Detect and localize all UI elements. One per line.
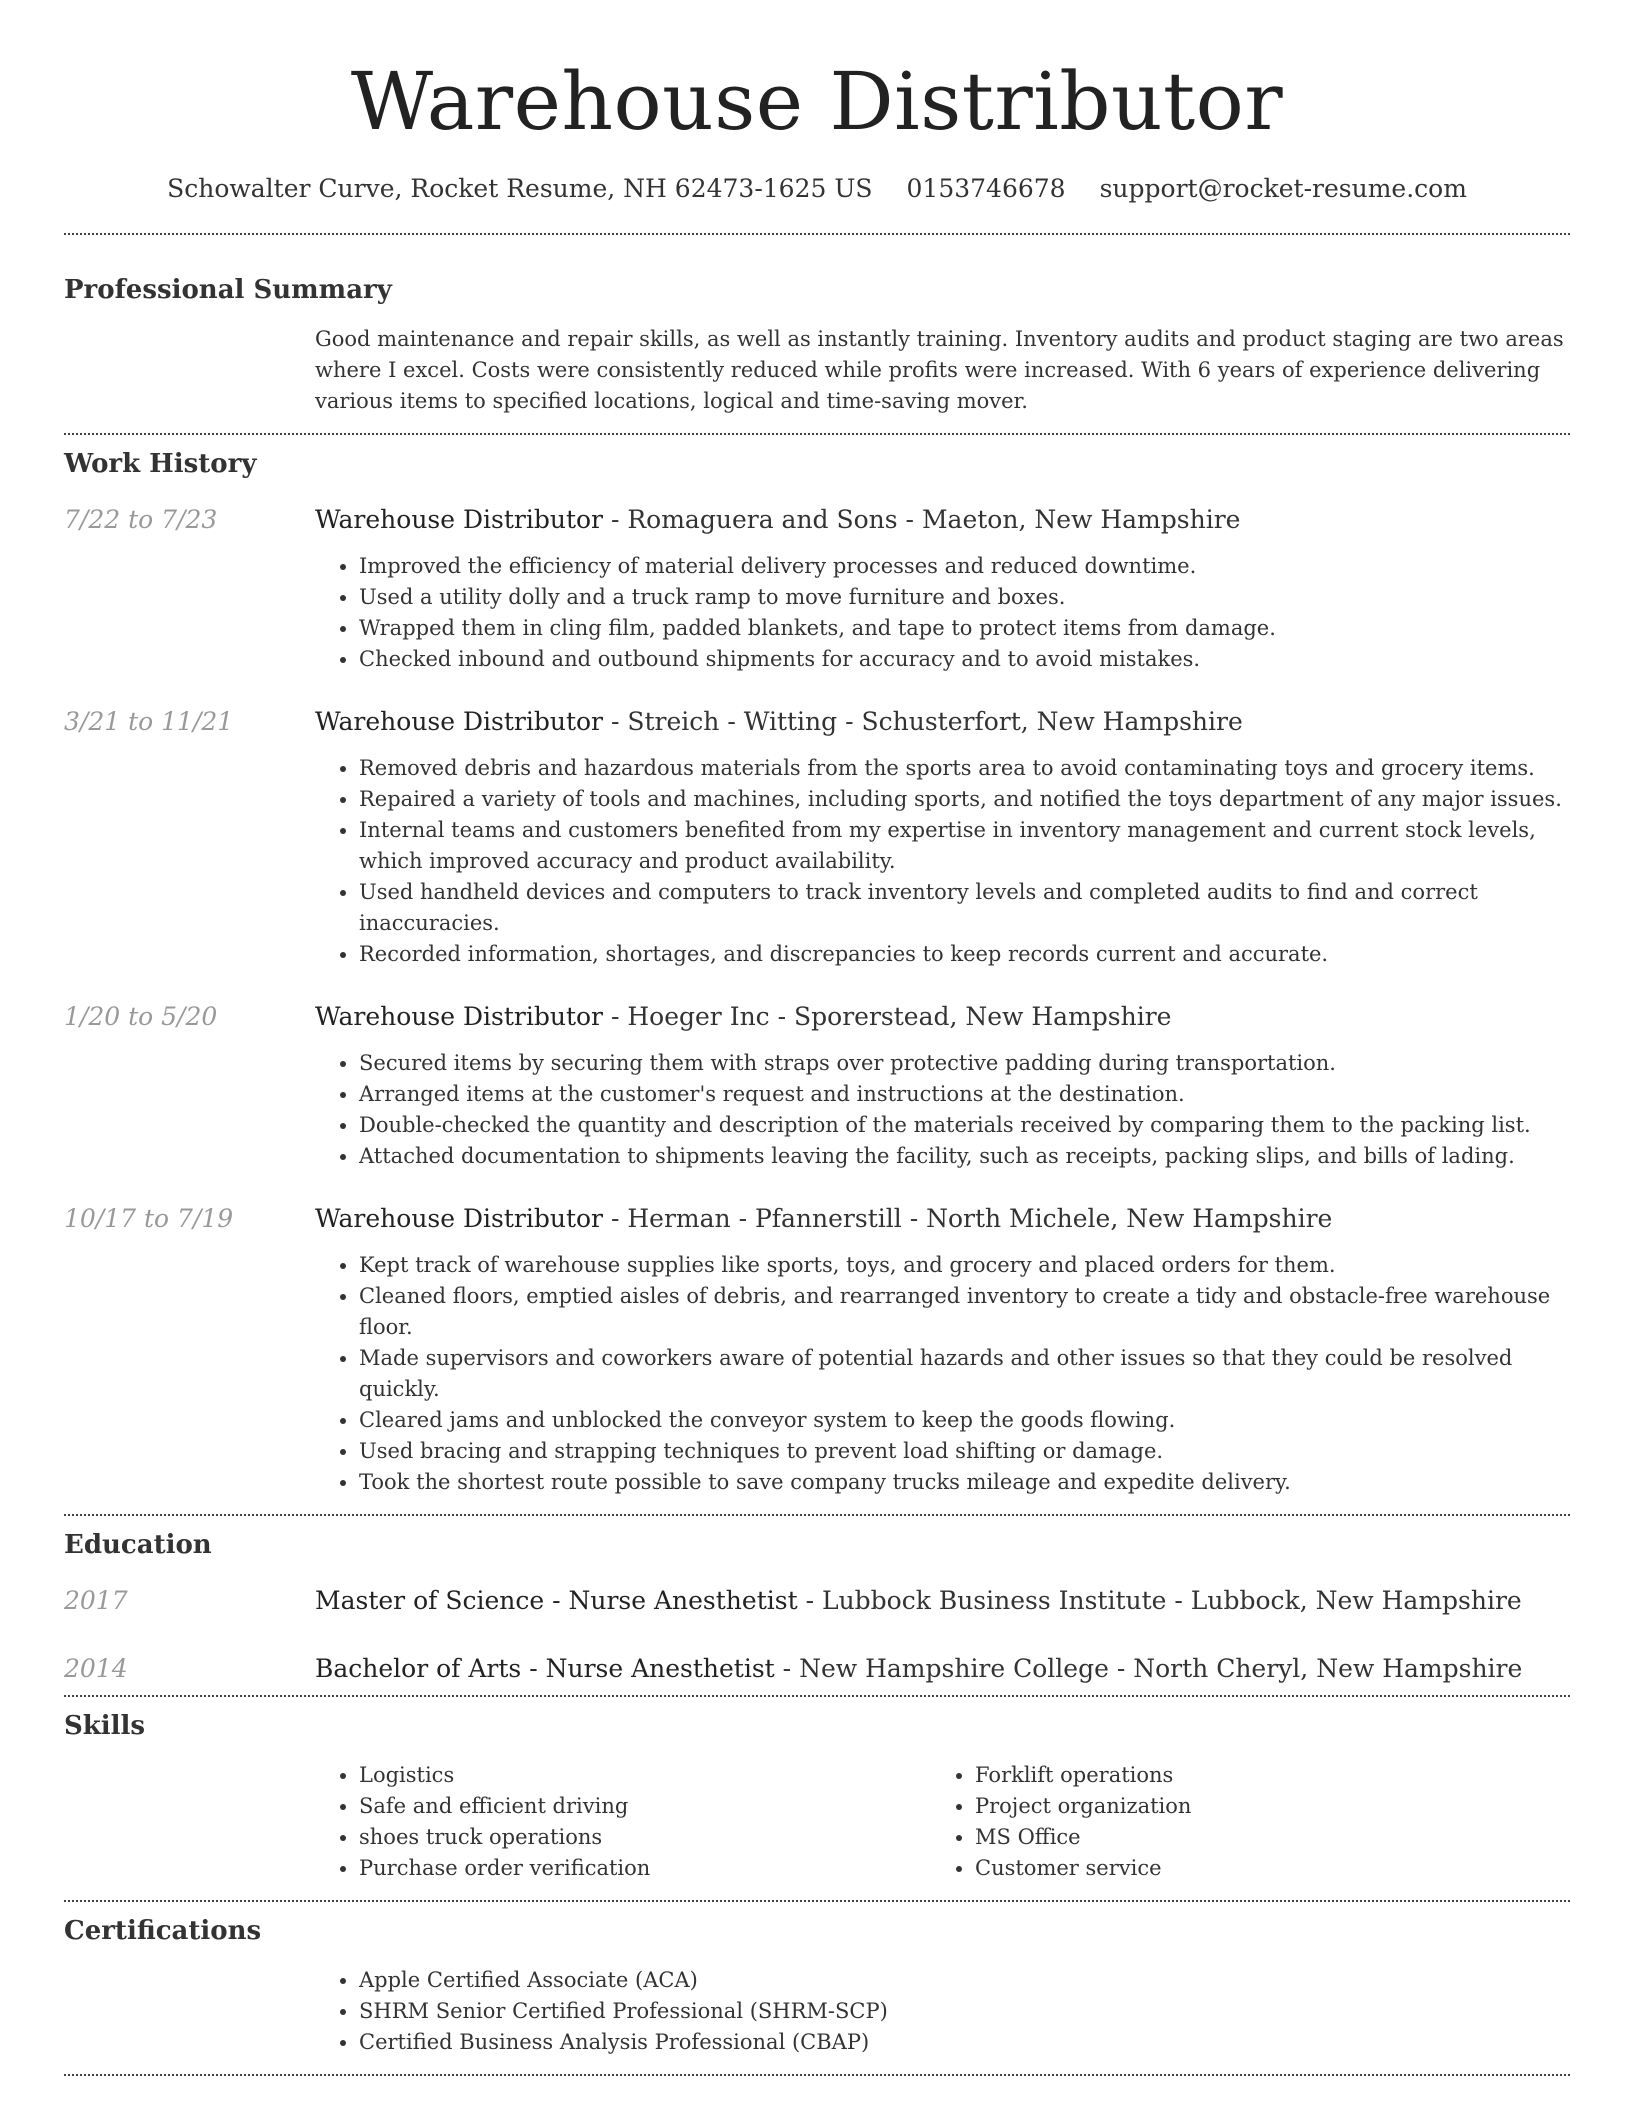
job-dates: 1/20 to 5/20 (64, 1002, 218, 1031)
list-item: • Kept track of warehouse supplies like sports, toys, and grocery and placed orders for them. (359, 1250, 1570, 1281)
skills-list-left (315, 1760, 931, 1884)
skills-list-right (931, 1760, 1547, 1884)
job-entry (64, 1201, 1570, 1498)
job-dates: 10/17 to 7/19 (64, 1204, 234, 1233)
candidate-name: Warehouse Distributor (350, 55, 1284, 148)
skill-item: • Customer service (975, 1853, 1547, 1884)
divider (64, 1900, 1570, 1902)
divider (64, 1695, 1570, 1697)
list-item: • Cleaned floors, emptied aisles of debris, and rearranged inventory to create a tidy and obstacle-free warehouse floor. (359, 1281, 1570, 1343)
education-entry (64, 1651, 1570, 1687)
list-item: • Double-checked the quantity and description of the materials received by comparing them to the packing list. (359, 1110, 1570, 1141)
certification-item: • Apple Certified Associate (ACA) (359, 1965, 1570, 1996)
work-history-section (64, 446, 1570, 1498)
list-item: • Repaired a variety of tools and machines, including sports, and notified the toys department of any major issues. (359, 784, 1570, 815)
list-item: • Recorded information, shortages, and discrepancies to keep records current and accurate. (359, 939, 1570, 970)
list-item: • Took the shortest route possible to save company trucks mileage and expedite delivery. (359, 1467, 1570, 1498)
list-item: • Cleared jams and unblocked the conveyor system to keep the goods flowing. (359, 1405, 1570, 1436)
education-details: - Lubbock Business Institute - Lubbock, New Hampshire (797, 1586, 1522, 1615)
divider (64, 2074, 1570, 2076)
job-role: Warehouse Distributor (315, 1204, 604, 1233)
job-dates: 7/22 to 7/23 (64, 505, 218, 534)
job-entry (64, 502, 1570, 675)
job-role: Warehouse Distributor (315, 1002, 604, 1031)
contact-address: Schowalter Curve, Rocket Resume, NH 62473-1625 US (167, 174, 873, 203)
job-details: - Romaguera and Sons - Maeton, New Hampshire (603, 505, 1241, 534)
certification-item: • SHRM Senior Certified Professional (SHRM-SCP) (359, 1996, 1570, 2027)
skill-item: • MS Office (975, 1822, 1547, 1853)
list-item: • Internal teams and customers benefited from my expertise in inventory management and current stock levels, which improved accuracy and product availability. (359, 815, 1570, 877)
skills-columns (315, 1760, 1570, 1884)
education-degree: Master of Science - Nurse Anesthetist (315, 1586, 798, 1615)
skill-item: • Safe and efficient driving (359, 1791, 931, 1822)
job-bullets (315, 551, 1570, 675)
list-item: • Arranged items at the customer's request and instructions at the destination. (359, 1079, 1570, 1110)
skill-item: • Forklift operations (975, 1760, 1547, 1791)
education-details: - New Hampshire College - North Cheryl, New Hampshire (774, 1654, 1523, 1683)
job-bullets (315, 1048, 1570, 1172)
job-title-line (315, 704, 1570, 740)
contact-email[interactable]: support@rocket-resume.com (1099, 174, 1467, 203)
summary-section (64, 272, 1570, 417)
list-item: • Used a utility dolly and a truck ramp to move furniture and boxes. (359, 582, 1570, 613)
list-item: • Improved the efficiency of material delivery processes and reduced downtime. (359, 551, 1570, 582)
education-heading: Education (64, 1530, 212, 1560)
list-item: • Checked inbound and outbound shipments for accuracy and to avoid mistakes. (359, 644, 1570, 675)
education-section (64, 1527, 1570, 1687)
skill-item: • Purchase order verification (359, 1853, 931, 1884)
divider (64, 233, 1570, 235)
certifications-heading: Certifications (64, 1916, 262, 1946)
job-entry (64, 999, 1570, 1172)
job-title-line (315, 502, 1570, 538)
job-dates: 3/21 to 11/21 (64, 707, 234, 736)
job-title-line (315, 999, 1570, 1035)
contact-line (64, 172, 1570, 206)
job-details: - Herman - Pfannerstill - North Michele, New Hampshire (603, 1204, 1333, 1233)
work-history-heading: Work History (64, 449, 257, 479)
job-details: - Hoeger Inc - Sporerstead, New Hampshire (603, 1002, 1172, 1031)
list-item: • Attached documentation to shipments leaving the facility, such as receipts, packing slips, and bills of lading. (359, 1141, 1570, 1172)
education-entry (64, 1583, 1570, 1619)
education-year: 2014 (64, 1654, 128, 1683)
list-item: • Secured items by securing them with straps over protective padding during transportation. (359, 1048, 1570, 1079)
resume-page (64, 0, 1570, 2076)
skill-item: • Project organization (975, 1791, 1547, 1822)
summary-heading: Professional Summary (64, 275, 392, 305)
education-title-line (315, 1583, 1570, 1619)
skills-heading: Skills (64, 1711, 146, 1741)
list-item: • Removed debris and hazardous materials from the sports area to avoid contaminating toys and grocery items. (359, 753, 1570, 784)
education-title-line (315, 1651, 1570, 1687)
job-details: - Streich - Witting - Schusterfort, New Hampshire (603, 707, 1243, 736)
contact-phone: 0153746678 (906, 174, 1066, 203)
certifications-list (315, 1965, 1570, 2058)
certifications-section (64, 1913, 1570, 2058)
job-role: Warehouse Distributor (315, 707, 604, 736)
list-item: • Wrapped them in cling film, padded blankets, and tape to protect items from damage. (359, 613, 1570, 644)
skills-section (64, 1708, 1570, 1884)
job-role: Warehouse Distributor (315, 505, 604, 534)
job-bullets (315, 753, 1570, 970)
divider (64, 433, 1570, 435)
divider (64, 1514, 1570, 1516)
summary-text: Good maintenance and repair skills, as well as instantly training. Inventory audits and product staging are two areas where I excel. Costs were consistently reduced while profits were increased. With 6 years of experience delivering various items to specified locations, logical and time-saving mover. (315, 327, 1564, 413)
list-item: • Used handheld devices and computers to track inventory levels and completed audits to find and correct inaccuracies. (359, 877, 1570, 939)
education-year: 2017 (64, 1586, 128, 1615)
skill-item: • shoes truck operations (359, 1822, 931, 1853)
list-item: • Used bracing and strapping techniques to prevent load shifting or damage. (359, 1436, 1570, 1467)
job-entry (64, 704, 1570, 970)
skill-item: • Logistics (359, 1760, 931, 1791)
job-title-line (315, 1201, 1570, 1237)
job-bullets (315, 1250, 1570, 1498)
education-degree: Bachelor of Arts - Nurse Anesthetist (315, 1654, 775, 1683)
certification-item: • Certified Business Analysis Professional (CBAP) (359, 2027, 1570, 2058)
list-item: • Made supervisors and coworkers aware of potential hazards and other issues so that they could be resolved quickly. (359, 1343, 1570, 1405)
